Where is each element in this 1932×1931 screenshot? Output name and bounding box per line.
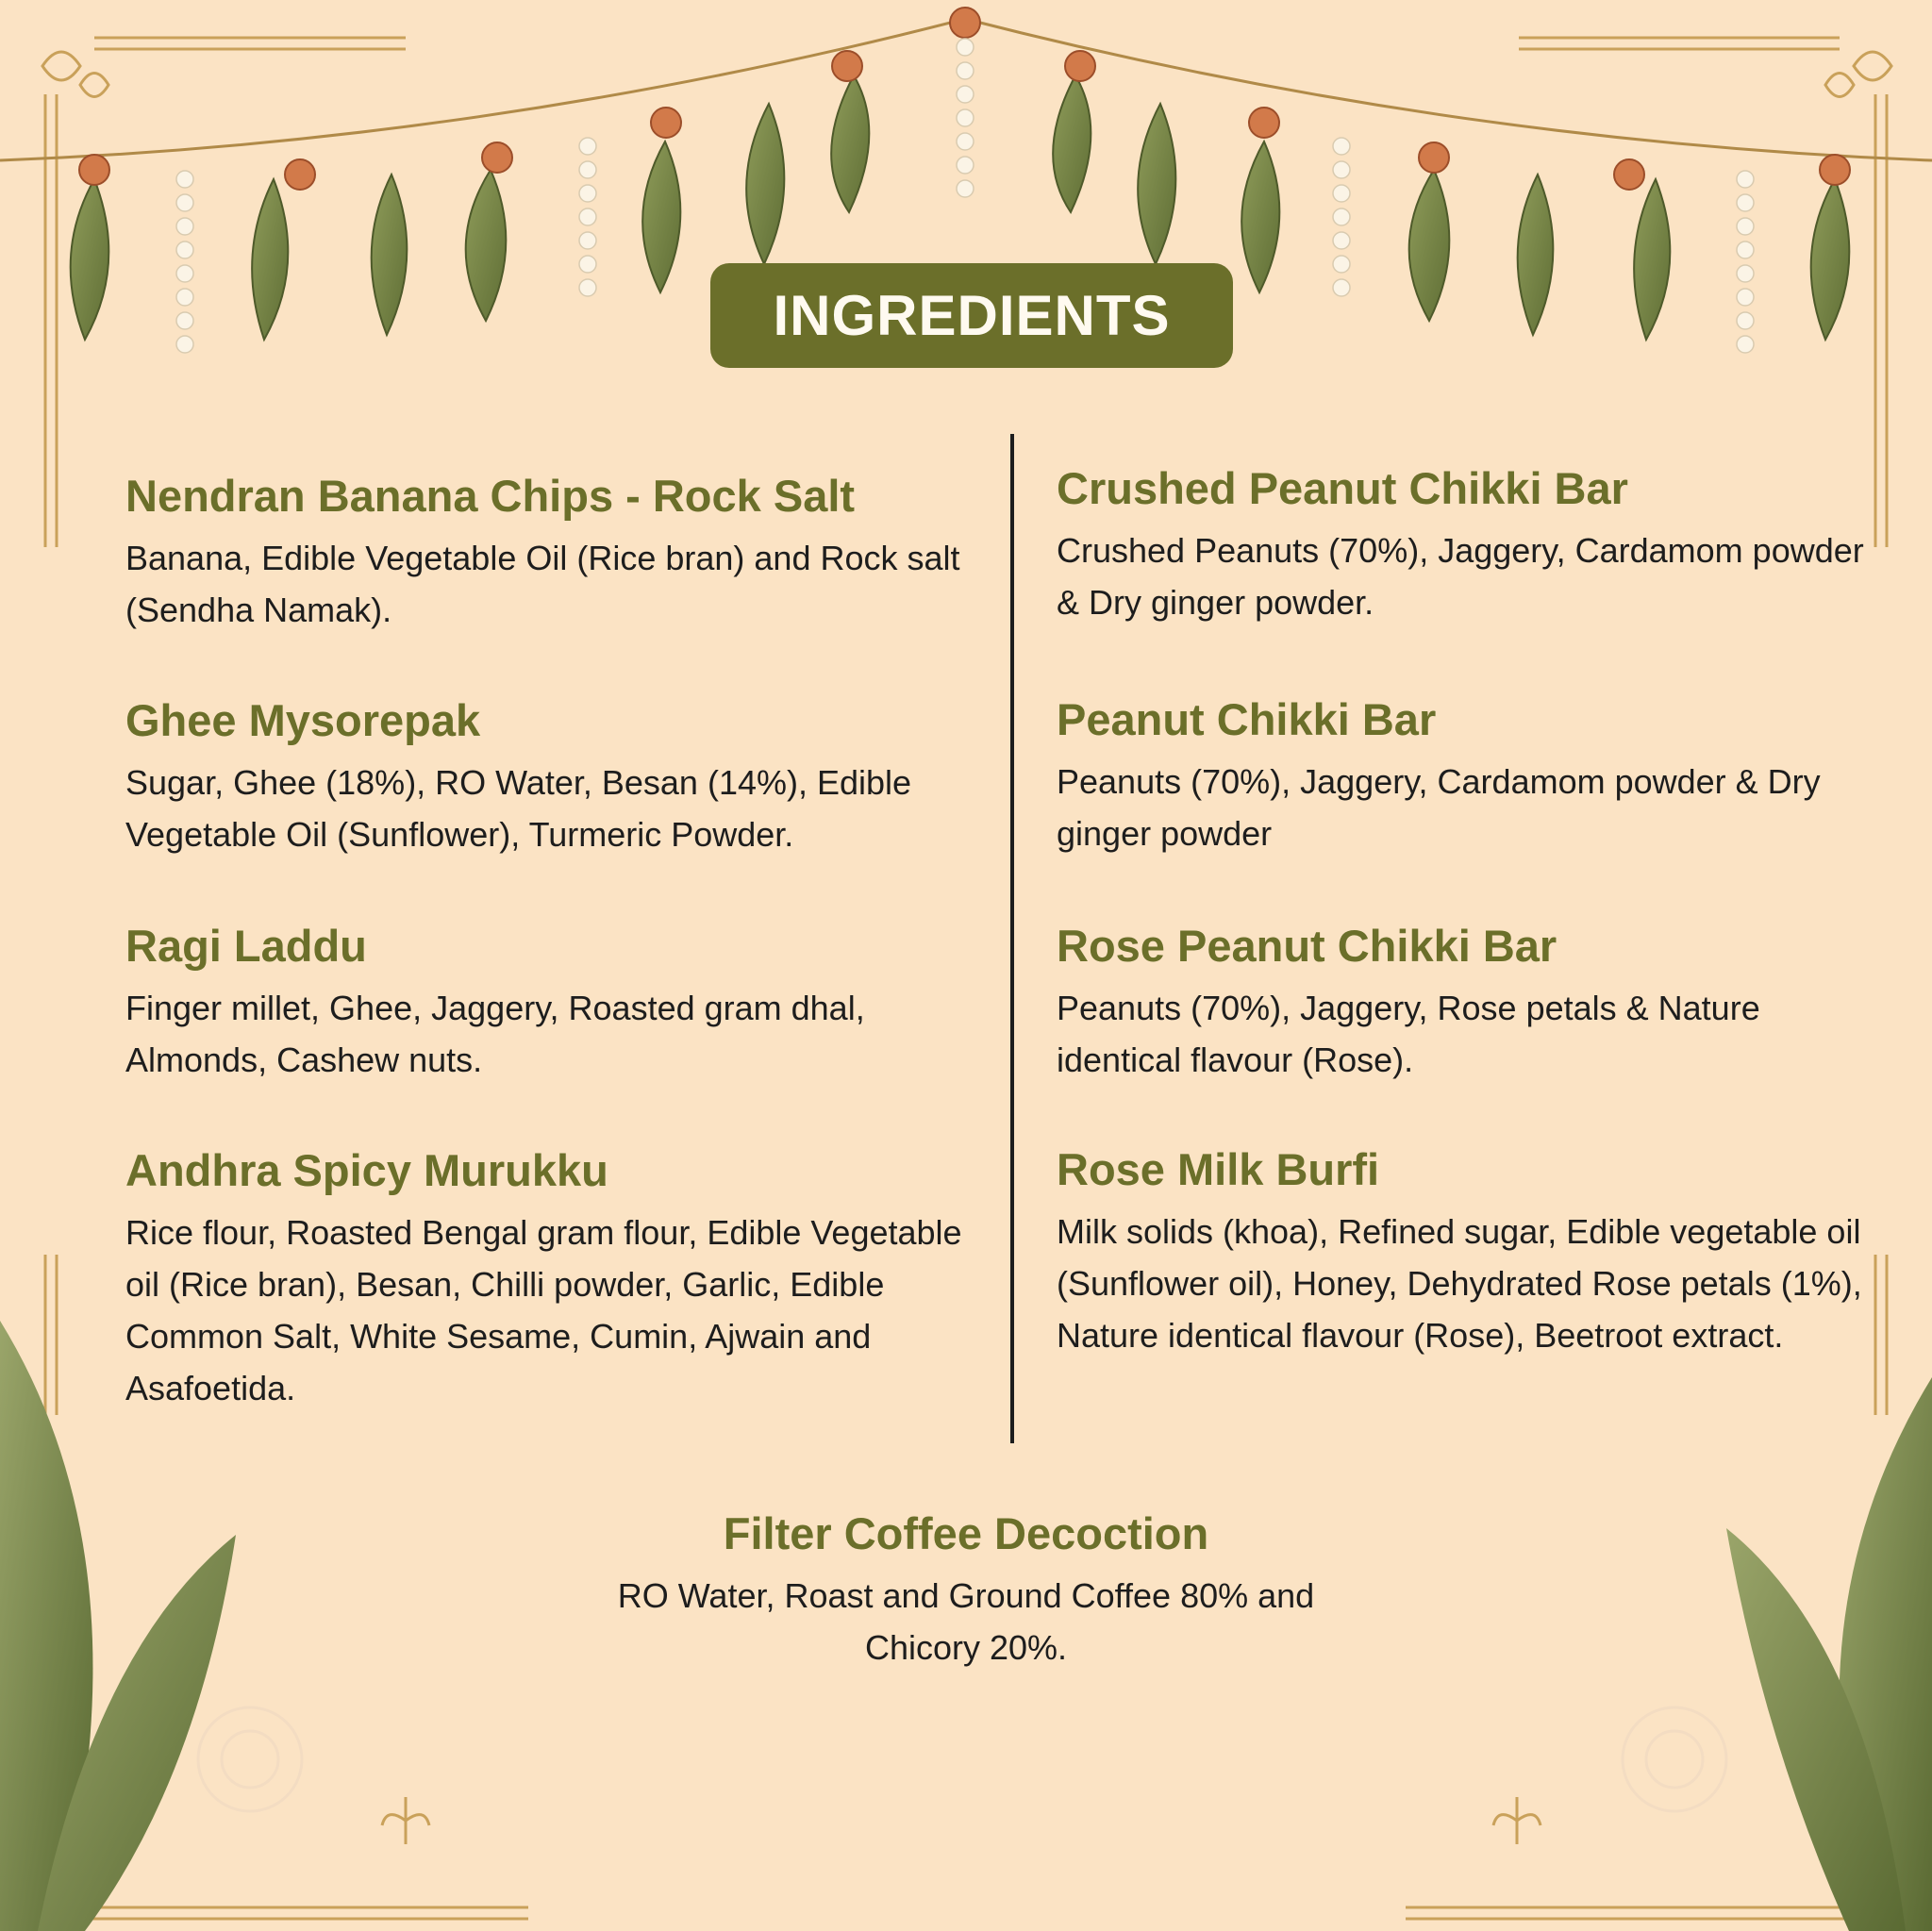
ingredient-item-ragi-laddu: [125, 920, 993, 1086]
kolam-pattern-icon: [198, 1707, 1726, 1811]
item-name: Rose Peanut Chikki Bar: [1057, 921, 1557, 971]
small-plant-icon: [382, 1797, 1541, 1844]
item-name: Ragi Laddu: [125, 921, 367, 971]
banana-leaf-right: [1726, 1377, 1932, 1931]
ingredient-item-rose-milk-burfi: [1057, 1143, 1887, 1361]
item-ingredients: RO Water, Roast and Ground Coffee 80% and Chicory 20%.: [617, 1576, 1315, 1667]
ingredient-item-filter-coffee: [494, 1507, 1438, 1673]
item-ingredients: Milk solids (khoa), Refined sugar, Edible vegetable oil (Sunflower oil), Honey, Dehydrated Rose petals (1%), Nature identical flavour (Rose), Beetroot extract.: [1057, 1212, 1862, 1355]
ingredient-item-rose-peanut-chikki: [1057, 920, 1887, 1086]
item-name: Crushed Peanut Chikki Bar: [1057, 463, 1628, 513]
item-name: Andhra Spicy Murukku: [125, 1145, 608, 1195]
ingredient-item-banana-chips: [125, 470, 993, 636]
item-ingredients: Rice flour, Roasted Bengal gram flour, Edible Vegetable oil (Rice bran), Besan, Chilli powder, Garlic, Edible Common Salt, White Sesame, Cumin, Ajwain and Asafoetida.: [125, 1213, 962, 1407]
ingredient-item-crushed-peanut-chikki: [1057, 462, 1887, 628]
item-name: Rose Milk Burfi: [1057, 1144, 1380, 1194]
item-ingredients: Finger millet, Ghee, Jaggery, Roasted gram dhal, Almonds, Cashew nuts.: [125, 989, 865, 1079]
ingredient-item-murukku: [125, 1144, 993, 1414]
ingredient-item-peanut-chikki: [1057, 693, 1887, 859]
item-ingredients: Banana, Edible Vegetable Oil (Rice bran) and Rock salt (Sendha Namak).: [125, 539, 960, 629]
item-name: Ghee Mysorepak: [125, 695, 481, 745]
ingredient-item-mysorepak: [125, 694, 993, 860]
item-name: Filter Coffee Decoction: [723, 1508, 1209, 1558]
item-ingredients: Peanuts (70%), Jaggery, Rose petals & Nature identical flavour (Rose).: [1057, 989, 1760, 1079]
item-name: Peanut Chikki Bar: [1057, 694, 1437, 744]
item-ingredients: Sugar, Ghee (18%), RO Water, Besan (14%), Edible Vegetable Oil (Sunflower), Turmeric Powder.: [125, 763, 912, 854]
item-name: Nendran Banana Chips - Rock Salt: [125, 471, 856, 521]
column-divider: [1010, 434, 1014, 1443]
page-title: INGREDIENTS: [710, 263, 1233, 368]
item-ingredients: Crushed Peanuts (70%), Jaggery, Cardamom powder & Dry ginger powder.: [1057, 531, 1864, 622]
item-ingredients: Peanuts (70%), Jaggery, Cardamom powder & Dry ginger powder: [1057, 762, 1821, 853]
